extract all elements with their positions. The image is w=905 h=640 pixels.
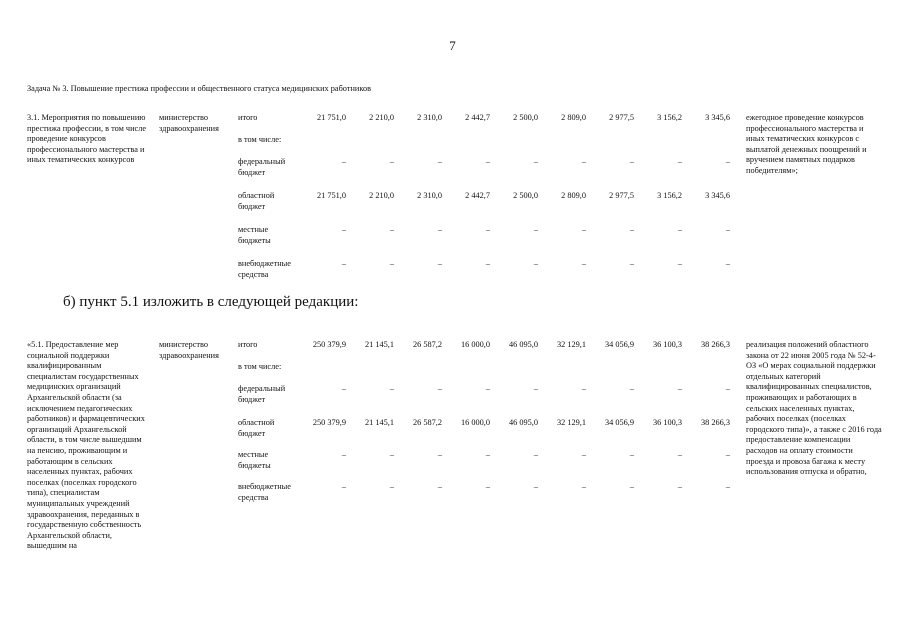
value-cell: – — [341, 225, 346, 234]
value-cell: – — [485, 450, 490, 459]
value-cell: 2 310,0 — [417, 191, 442, 200]
value-cell: 26 587,2 — [412, 340, 442, 349]
value-cell — [682, 362, 730, 384]
value-cell: – — [725, 384, 730, 393]
value-cell: – — [677, 259, 682, 268]
result-cell: реализация положений областного закона от 22 июня 2005 года № 52-4-ОЗ «О мерах социальной поддержки отдельных категорий квалифицированных специалистов, проживающих и работающих в сельских населенных пунктах, рабочих поселках (поселках городского типа)», а также с 2016 года предоставление компенсации расходов на оплату стоимости проезда и провоза багажа к месту использования отпуска и обратно, — [746, 340, 882, 477]
value-cell: 34 056,9 — [604, 340, 634, 349]
value-cell: – — [677, 450, 682, 459]
value-cell: – — [581, 450, 586, 459]
value-cell: – — [341, 259, 346, 268]
source-label: внебюджетные средства — [238, 259, 291, 279]
value-cell: 2 977,5 — [609, 191, 634, 200]
value-cell: 46 095,0 — [508, 340, 538, 349]
table-block-2 — [27, 340, 882, 612]
source-label: в том числе: — [238, 135, 282, 144]
value-cell: – — [677, 482, 682, 491]
source-label: внебюджетные средства — [238, 482, 291, 502]
source-label: областной бюджет — [238, 418, 275, 438]
value-cell: 21 145,1 — [364, 418, 394, 427]
value-cell: 46 095,0 — [508, 418, 538, 427]
value-cell: – — [581, 225, 586, 234]
value-cell: 16 000,0 — [460, 340, 490, 349]
value-cell: – — [341, 482, 346, 491]
value-cell — [682, 135, 730, 157]
source-label: местные бюджеты — [238, 450, 271, 470]
value-cell — [490, 135, 538, 157]
value-cell — [394, 362, 442, 384]
value-cell: – — [437, 259, 442, 268]
value-cell: – — [437, 384, 442, 393]
value-cell: 38 266,3 — [700, 418, 730, 427]
source-label: итого — [238, 113, 258, 122]
value-cell: – — [341, 157, 346, 166]
value-cell — [586, 135, 634, 157]
table-row — [27, 113, 882, 135]
value-cell: – — [677, 225, 682, 234]
value-cell: 2 442,7 — [465, 113, 490, 122]
value-cell: – — [629, 225, 634, 234]
source-label: федеральный бюджет — [238, 384, 286, 404]
value-cell: 21 145,1 — [364, 340, 394, 349]
value-cell: 2 500,0 — [513, 191, 538, 200]
value-cell: – — [341, 450, 346, 459]
source-label: итого — [238, 340, 258, 349]
value-cell: 2 500,0 — [513, 113, 538, 122]
value-cell: 36 100,3 — [652, 418, 682, 427]
value-cell: – — [389, 384, 394, 393]
measure-cell: «5.1. Предоставление мер социальной поддержки квалифицированным специалистам государственных медицинских организаций Архангельской области (за исключением педагогических работников) и фармацевтических организаций Архангельской области, в том числе вышедшим на пенсию, проживающим и работающим в сельских населенных пунктах, рабочих поселках (поселках городского типа), специалистам муниципальных учреждений здравоохранения, переданных в государственную собственность Архангельской области, вышедшим на — [27, 340, 145, 551]
source-label: областной бюджет — [238, 191, 275, 211]
value-cell: – — [389, 450, 394, 459]
value-cell: 32 129,1 — [556, 340, 586, 349]
value-cell — [634, 135, 682, 157]
value-cell: – — [581, 384, 586, 393]
value-cell: 2 809,0 — [561, 113, 586, 122]
table-block-1 — [27, 113, 882, 293]
value-cell: – — [533, 225, 538, 234]
value-cell: 32 129,1 — [556, 418, 586, 427]
table-row — [27, 340, 882, 362]
value-cell: 3 345,6 — [705, 113, 730, 122]
value-cell: 3 156,2 — [657, 191, 682, 200]
source-label: местные бюджеты — [238, 225, 271, 245]
value-cell — [346, 135, 394, 157]
value-cell: – — [581, 482, 586, 491]
measure-cell: 3.1. Мероприятия по повышению престижа профессии, в том числе проведение конкурсов профессионального мастерства и иных тематических конкурсов — [27, 113, 147, 165]
task-heading: Задача № 3. Повышение престижа профессии и общественного статуса медицинских работников — [27, 84, 372, 93]
value-cell: – — [389, 157, 394, 166]
value-cell — [490, 362, 538, 384]
value-cell: – — [437, 157, 442, 166]
executor-cell: министерство здравоохранения — [159, 113, 219, 133]
value-cell: – — [533, 259, 538, 268]
result-cell: ежегодное проведение конкурсов профессионального мастерства и иных тематических конкурсов с выплатой денежных поощрений и вручением памятных подарков победителям»; — [746, 113, 867, 175]
value-cell: – — [485, 225, 490, 234]
value-cell: – — [437, 225, 442, 234]
value-cell: – — [389, 225, 394, 234]
value-cell — [442, 135, 490, 157]
value-cell: – — [437, 482, 442, 491]
value-cell: – — [677, 384, 682, 393]
value-cell: – — [533, 482, 538, 491]
value-cell: 16 000,0 — [460, 418, 490, 427]
value-cell: – — [533, 450, 538, 459]
value-cell: – — [533, 157, 538, 166]
value-cell: 2 809,0 — [561, 191, 586, 200]
executor-cell: министерство здравоохранения — [159, 340, 219, 360]
page-number: 7 — [449, 38, 456, 53]
value-cell: – — [629, 384, 634, 393]
value-cell — [394, 135, 442, 157]
value-cell: – — [485, 259, 490, 268]
value-cell — [586, 362, 634, 384]
value-cell: – — [389, 482, 394, 491]
value-cell: 21 751,0 — [316, 191, 346, 200]
source-label: федеральный бюджет — [238, 157, 286, 177]
value-cell: – — [485, 482, 490, 491]
value-cell: – — [581, 157, 586, 166]
value-cell: – — [533, 384, 538, 393]
value-cell: – — [725, 482, 730, 491]
value-cell: 26 587,2 — [412, 418, 442, 427]
value-cell: 36 100,3 — [652, 340, 682, 349]
value-cell — [298, 362, 346, 384]
value-cell: 34 056,9 — [604, 418, 634, 427]
value-cell: – — [341, 384, 346, 393]
value-cell: – — [725, 450, 730, 459]
value-cell: – — [629, 157, 634, 166]
value-cell: – — [725, 259, 730, 268]
value-cell: 250 379,9 — [312, 340, 346, 349]
value-cell: 2 442,7 — [465, 191, 490, 200]
value-cell — [442, 362, 490, 384]
value-cell: 2 977,5 — [609, 113, 634, 122]
value-cell — [538, 362, 586, 384]
value-cell — [298, 135, 346, 157]
value-cell: – — [725, 157, 730, 166]
value-cell: 21 751,0 — [316, 113, 346, 122]
value-cell — [346, 362, 394, 384]
value-cell: 2 210,0 — [369, 113, 394, 122]
value-cell: – — [485, 384, 490, 393]
value-cell: 3 156,2 — [657, 113, 682, 122]
value-cell: 38 266,3 — [700, 340, 730, 349]
source-label: в том числе: — [238, 362, 282, 371]
value-cell — [538, 135, 586, 157]
value-cell: – — [437, 450, 442, 459]
value-cell: – — [677, 157, 682, 166]
value-cell: – — [485, 157, 490, 166]
value-cell: – — [629, 482, 634, 491]
value-cell: – — [725, 225, 730, 234]
value-cell — [634, 362, 682, 384]
value-cell: – — [581, 259, 586, 268]
value-cell: – — [389, 259, 394, 268]
value-cell: 2 310,0 — [417, 113, 442, 122]
section-heading: б) пункт 5.1 изложить в следующей редакции: — [63, 294, 359, 310]
value-cell: – — [629, 259, 634, 268]
value-cell: 2 210,0 — [369, 191, 394, 200]
value-cell: 250 379,9 — [312, 418, 346, 427]
value-cell: – — [629, 450, 634, 459]
value-cell: 3 345,6 — [705, 191, 730, 200]
